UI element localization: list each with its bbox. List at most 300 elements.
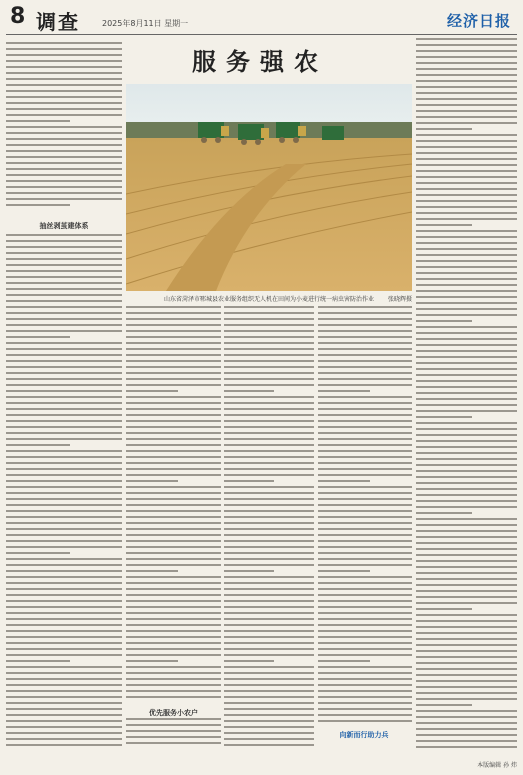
- text-line: [416, 98, 517, 100]
- left-column-subhead: 抽丝剥茧建体系: [39, 222, 89, 230]
- text-line: [6, 426, 122, 428]
- text-line: [224, 654, 314, 656]
- text-line: [224, 318, 314, 320]
- text-line: [416, 272, 517, 274]
- text-line: [224, 384, 314, 386]
- text-line: [126, 420, 221, 422]
- text-line: [416, 524, 517, 526]
- right-column-subhead: 向新而行助力兵: [339, 731, 389, 739]
- text-line: [6, 552, 70, 554]
- text-line: [416, 416, 472, 418]
- text-line: [126, 306, 221, 308]
- text-line: [416, 500, 517, 502]
- text-line: [224, 606, 314, 608]
- text-line: [318, 570, 370, 572]
- text-line: [416, 38, 517, 40]
- text-line: [126, 462, 221, 464]
- text-subcolumn: [224, 306, 314, 753]
- text-line: [6, 270, 122, 272]
- text-line: [318, 366, 412, 368]
- text-line: [6, 642, 122, 644]
- text-line: [126, 360, 221, 362]
- text-line: [6, 360, 122, 362]
- text-line: [6, 282, 122, 284]
- text-line: [416, 434, 517, 436]
- text-line: [6, 600, 122, 602]
- text-line: [318, 414, 412, 416]
- text-line: [6, 708, 122, 710]
- text-line: [416, 386, 517, 388]
- text-line: [416, 458, 517, 460]
- text-line: [6, 54, 122, 56]
- photo-credit: 张晓辉摄: [387, 296, 412, 303]
- text-line: [6, 666, 122, 668]
- text-line: [224, 618, 314, 620]
- text-line: [6, 492, 122, 494]
- text-line: [318, 540, 412, 542]
- text-line: [126, 618, 221, 620]
- text-line: [224, 702, 314, 704]
- text-subcolumn: [126, 718, 221, 753]
- text-line: [224, 306, 314, 308]
- text-line: [318, 426, 412, 428]
- text-line: [126, 414, 221, 416]
- text-line: [224, 576, 314, 578]
- text-line: [416, 212, 517, 214]
- text-line: [416, 518, 517, 520]
- text-line: [6, 198, 122, 200]
- text-line: [6, 726, 122, 728]
- text-line: [416, 488, 517, 490]
- text-line: [126, 456, 221, 458]
- text-line: [126, 666, 221, 668]
- text-line: [6, 462, 122, 464]
- text-line: [6, 570, 122, 572]
- text-line: [416, 92, 517, 94]
- text-line: [126, 582, 221, 584]
- text-line: [416, 392, 517, 394]
- text-line: [416, 86, 517, 88]
- text-line: [6, 240, 122, 242]
- text-line: [416, 530, 517, 532]
- text-line: [318, 618, 412, 620]
- text-line: [6, 660, 70, 662]
- text-line: [416, 620, 517, 622]
- text-line: [416, 542, 517, 544]
- text-line: [126, 594, 221, 596]
- text-line: [6, 510, 122, 512]
- text-line: [416, 296, 517, 298]
- text-line: [416, 158, 517, 160]
- text-line: [318, 444, 412, 446]
- text-line: [6, 582, 122, 584]
- text-line: [416, 638, 517, 640]
- text-line: [416, 152, 517, 154]
- caption-text: 山东省菏泽市郓城县农业服务组织无人机在田间为小麦进行统一病虫害防治作业: [163, 296, 374, 303]
- text-line: [416, 662, 517, 664]
- text-line: [416, 218, 517, 220]
- page-title: 服务强农: [192, 47, 328, 76]
- text-line: [318, 330, 412, 332]
- wheat-field-image: [126, 84, 412, 291]
- text-line: [126, 736, 221, 738]
- text-line: [6, 150, 122, 152]
- text-line: [318, 642, 412, 644]
- text-line: [6, 342, 122, 344]
- text-line: [126, 474, 221, 476]
- text-line: [6, 588, 122, 590]
- text-line: [224, 414, 314, 416]
- text-line: [224, 360, 314, 362]
- text-line: [318, 552, 412, 554]
- text-line: [416, 380, 517, 382]
- text-line: [126, 468, 221, 470]
- text-line: [224, 612, 314, 614]
- text-line: [318, 588, 412, 590]
- text-line: [318, 450, 412, 452]
- text-line: [6, 174, 122, 176]
- text-line: [318, 600, 412, 602]
- text-line: [224, 324, 314, 326]
- text-line: [416, 104, 517, 106]
- text-line: [6, 318, 122, 320]
- text-line: [416, 44, 517, 46]
- text-line: [318, 624, 412, 626]
- text-line: [6, 558, 122, 560]
- text-line: [416, 566, 517, 568]
- text-line: [416, 140, 517, 142]
- text-line: [224, 582, 314, 584]
- text-line: [224, 342, 314, 344]
- text-line: [224, 438, 314, 440]
- text-line: [416, 368, 517, 370]
- text-line: [416, 146, 517, 148]
- text-line: [224, 516, 314, 518]
- text-line: [6, 408, 122, 410]
- text-line: [126, 546, 221, 548]
- text-line: [6, 594, 122, 596]
- text-line: [126, 354, 221, 356]
- text-line: [126, 540, 221, 542]
- text-line: [126, 336, 221, 338]
- text-line: [6, 624, 122, 626]
- text-line: [318, 504, 412, 506]
- text-line: [126, 660, 178, 662]
- text-line: [126, 696, 221, 698]
- text-line: [416, 80, 517, 82]
- text-line: [416, 362, 517, 364]
- text-line: [126, 730, 221, 732]
- text-line: [224, 642, 314, 644]
- text-line: [6, 534, 122, 536]
- text-line: [416, 632, 517, 634]
- text-line: [416, 698, 517, 700]
- text-line: [126, 324, 221, 326]
- text-line: [6, 432, 122, 434]
- text-line: [224, 678, 314, 680]
- text-line: [416, 128, 472, 130]
- text-line: [126, 384, 221, 386]
- text-line: [6, 108, 122, 110]
- text-line: [6, 138, 122, 140]
- text-line: [318, 630, 412, 632]
- text-line: [224, 636, 314, 638]
- text-line: [416, 482, 517, 484]
- text-line: [126, 450, 221, 452]
- text-line: [416, 722, 517, 724]
- text-line: [224, 522, 314, 524]
- text-line: [416, 644, 517, 646]
- left-column: [6, 38, 122, 753]
- text-line: [416, 68, 517, 70]
- text-line: [224, 456, 314, 458]
- text-line: [416, 224, 472, 226]
- text-line: [318, 306, 412, 308]
- text-line: [126, 378, 221, 380]
- text-line: [126, 642, 221, 644]
- text-line: [6, 288, 122, 290]
- text-line: [416, 596, 517, 598]
- text-line: [318, 360, 412, 362]
- text-line: [224, 696, 314, 698]
- text-line: [224, 354, 314, 356]
- text-line: [318, 492, 412, 494]
- text-line: [6, 72, 122, 74]
- text-line: [318, 354, 412, 356]
- text-line: [318, 384, 412, 386]
- text-line: [224, 570, 274, 572]
- text-line: [318, 390, 370, 392]
- text-line: [6, 486, 122, 488]
- text-line: [416, 332, 517, 334]
- text-line: [6, 612, 122, 614]
- text-line: [416, 188, 517, 190]
- text-line: [6, 336, 70, 338]
- text-line: [318, 678, 412, 680]
- text-line: [224, 666, 314, 668]
- issue-date: 2025年8月11日 星期一: [102, 19, 189, 28]
- text-line: [224, 462, 314, 464]
- text-line: [416, 470, 517, 472]
- text-line: [6, 678, 122, 680]
- text-line: [126, 426, 221, 428]
- text-line: [126, 438, 221, 440]
- center-column-subhead: 优先服务小农户: [149, 709, 198, 717]
- editor-credit: 本版编辑 孙 炜: [477, 762, 517, 769]
- text-line: [318, 408, 412, 410]
- text-line: [126, 558, 221, 560]
- text-line: [126, 510, 221, 512]
- text-line: [6, 294, 122, 296]
- text-line: [6, 720, 122, 722]
- text-line: [416, 608, 472, 610]
- text-line: [6, 480, 122, 482]
- text-line: [224, 396, 314, 398]
- text-line: [6, 120, 70, 122]
- text-line: [318, 438, 412, 440]
- text-line: [416, 320, 472, 322]
- text-line: [416, 704, 472, 706]
- text-line: [6, 738, 122, 740]
- text-line: [126, 564, 221, 566]
- text-line: [126, 718, 221, 720]
- text-line: [6, 606, 122, 608]
- text-line: [318, 606, 412, 608]
- text-line: [6, 192, 122, 194]
- text-line: [126, 498, 221, 500]
- text-line: [224, 390, 274, 392]
- text-line: [318, 480, 370, 482]
- text-line: [416, 674, 517, 676]
- text-line: [318, 594, 412, 596]
- text-line: [224, 648, 314, 650]
- text-line: [318, 534, 412, 536]
- text-line: [6, 246, 122, 248]
- text-line: [6, 324, 122, 326]
- text-line: [416, 170, 517, 172]
- text-line: [6, 264, 122, 266]
- text-line: [224, 504, 314, 506]
- text-line: [318, 456, 412, 458]
- text-line: [6, 366, 122, 368]
- text-line: [416, 206, 517, 208]
- text-line: [416, 476, 517, 478]
- text-line: [318, 474, 412, 476]
- text-line: [6, 102, 122, 104]
- text-line: [318, 342, 412, 344]
- text-line: [6, 114, 122, 116]
- text-line: [224, 432, 314, 434]
- text-line: [416, 194, 517, 196]
- text-line: [126, 576, 221, 578]
- text-line: [6, 78, 122, 80]
- text-line: [416, 266, 517, 268]
- text-line: [6, 60, 122, 62]
- text-line: [416, 728, 517, 730]
- text-line: [224, 540, 314, 542]
- text-line: [416, 116, 517, 118]
- text-line: [416, 446, 517, 448]
- text-line: [224, 660, 274, 662]
- text-line: [318, 432, 412, 434]
- text-line: [416, 308, 517, 310]
- text-line: [126, 330, 221, 332]
- text-line: [6, 84, 122, 86]
- text-line: [318, 336, 412, 338]
- text-line: [126, 504, 221, 506]
- text-line: [416, 182, 517, 184]
- text-line: [126, 606, 221, 608]
- text-line: [224, 426, 314, 428]
- text-line: [6, 162, 122, 164]
- text-line: [126, 390, 178, 392]
- text-line: [318, 702, 412, 704]
- text-line: [6, 396, 122, 398]
- text-line: [126, 432, 221, 434]
- text-line: [126, 600, 221, 602]
- text-line: [126, 690, 221, 692]
- text-line: [416, 356, 517, 358]
- text-line: [416, 374, 517, 376]
- text-line: [416, 284, 517, 286]
- text-line: [6, 648, 122, 650]
- text-line: [224, 708, 314, 710]
- text-line: [6, 636, 122, 638]
- text-line: [126, 522, 221, 524]
- text-line: [416, 578, 517, 580]
- text-line: [416, 422, 517, 424]
- text-line: [126, 372, 221, 374]
- text-line: [6, 456, 122, 458]
- text-line: [416, 710, 517, 712]
- text-line: [6, 378, 122, 380]
- text-line: [416, 404, 517, 406]
- text-line: [416, 692, 517, 694]
- text-line: [318, 522, 412, 524]
- text-line: [318, 372, 412, 374]
- text-line: [224, 444, 314, 446]
- text-line: [6, 306, 122, 308]
- text-line: [318, 396, 412, 398]
- text-line: [224, 348, 314, 350]
- text-line: [224, 720, 314, 722]
- text-line: [6, 48, 122, 50]
- text-line: [6, 714, 122, 716]
- text-line: [224, 528, 314, 530]
- text-line: [416, 302, 517, 304]
- text-line: [224, 492, 314, 494]
- text-line: [416, 560, 517, 562]
- text-line: [416, 398, 517, 400]
- text-line: [318, 696, 412, 698]
- text-line: [416, 62, 517, 64]
- text-line: [416, 746, 517, 748]
- text-line: [224, 312, 314, 314]
- page-number: 8: [10, 4, 26, 29]
- text-line: [318, 378, 412, 380]
- text-line: [416, 56, 517, 58]
- text-line: [224, 480, 274, 482]
- text-line: [416, 50, 517, 52]
- text-line: [416, 248, 517, 250]
- text-line: [224, 378, 314, 380]
- text-line: [6, 42, 122, 44]
- text-line: [224, 552, 314, 554]
- text-line: [6, 276, 122, 278]
- text-line: [318, 636, 412, 638]
- text-line: [318, 690, 412, 692]
- text-line: [224, 564, 314, 566]
- text-line: [224, 408, 314, 410]
- text-line: [318, 576, 412, 578]
- text-line: [6, 504, 122, 506]
- text-line: [224, 498, 314, 500]
- text-line: [318, 528, 412, 530]
- text-line: [6, 576, 122, 578]
- text-line: [318, 468, 412, 470]
- text-line: [224, 558, 314, 560]
- text-line: [126, 648, 221, 650]
- text-line: [318, 582, 412, 584]
- text-line: [6, 312, 122, 314]
- text-line: [6, 540, 122, 542]
- text-line: [224, 468, 314, 470]
- text-line: [318, 318, 412, 320]
- text-line: [318, 516, 412, 518]
- photo-caption: [126, 294, 412, 303]
- text-line: [224, 744, 314, 746]
- text-line: [6, 96, 122, 98]
